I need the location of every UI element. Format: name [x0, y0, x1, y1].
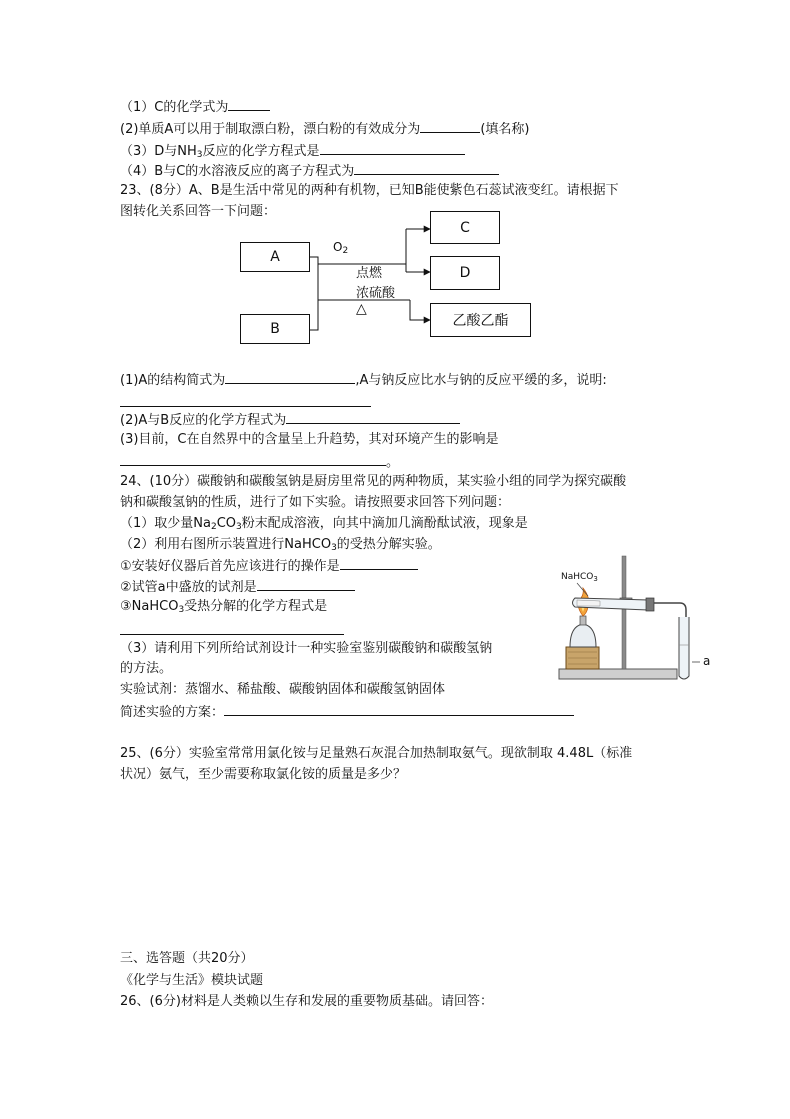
q24-step1: ①安装好仪器后首先应该进行的操作是 [120, 556, 418, 576]
q25-line1: 25、(6分）实验室常常用氯化铵与足量熟石灰混合加热制取氨气。现欲制取 4.48L（标准 [120, 746, 633, 761]
label-o2: $O_2$ [333, 240, 349, 256]
q23-part1: (1)A的结构简式为 ,A与钠反应比水与钠的反应平缓的多，说明: [120, 370, 607, 390]
q24-part1: （1）取少量$Na_2CO_3$粉末配成溶液，向其中滴加几滴酚酞试液，现象是 [120, 516, 528, 532]
q24-plan: 简述实验的方案： [120, 702, 574, 722]
q24-step2: ②试管a中盛放的试剂是 [120, 577, 355, 597]
section3-title: 三、选答题（共20分） [120, 951, 254, 966]
q24-stem-line2: 钠和碳酸氢钠的性质，进行了如下实验。请按照要求回答下列问题： [120, 495, 511, 510]
q23-part3-answer: 。 [120, 452, 399, 472]
q24-step3: ③NaHCO$_3$受热分解的化学方程式是 [120, 599, 328, 615]
box-ethyl-acetate: 乙酸乙酯 [430, 303, 531, 337]
box-a: A [240, 242, 310, 272]
label-ignite: 点燃 [356, 266, 383, 281]
q22-part2: (2)单质A可以用于制取漂白粉，漂白粉的有效成分为 (填名称) [120, 119, 529, 139]
q24-reagents: 实验试剂：蒸馏水、稀盐酸、碳酸钠固体和碳酸氢钠固体 [120, 682, 446, 697]
label-heat: △ [356, 301, 367, 317]
box-b: B [240, 314, 310, 344]
q25-line2: 状况）氨气，至少需要称取氯化铵的质量是多少？ [120, 767, 407, 782]
q24-part3-line1: （3）请利用下列所给试剂设计一种实验室鉴别碳酸钠和碳酸氢钠 [120, 641, 493, 656]
q26-stem: 26、(6分)材料是人类赖以生存和发展的重要物质基础。请回答： [120, 994, 493, 1009]
box-d: D [430, 256, 500, 290]
section3-module-title: 《化学与生活》模块试题 [120, 973, 264, 988]
q24-stem-line1: 24、(10分）碳酸钠和碳酸氢钠是厨房里常见的两种物质，某实验小组的同学为探究碳酸 [120, 474, 627, 489]
q22-part1: （1）C的化学式为 [120, 97, 270, 117]
figure-label-nahco3: NaHCO$_3$ [561, 572, 598, 583]
box-c: C [430, 211, 500, 244]
q23-stem-line1: 23、(8分）A、B是生活中常见的两种有机物，已知B能使紫色石蕊试液变红。请根据下 [120, 183, 619, 198]
figure-label-a: a [703, 654, 711, 668]
q24-part3-line2: 的方法。 [120, 661, 173, 676]
q23-stem-line2: 图转化关系回答一下问题： [120, 204, 277, 219]
q22-part4: （4）B与C的水溶液反应的离子方程式为 [120, 161, 499, 181]
q24-part2: （2）利用右图所示装置进行NaHCO$_3$的受热分解实验。 [120, 537, 441, 553]
label-conc-sulfuric: 浓硫酸 [356, 286, 396, 301]
q23-part3: (3)目前，C在自然界中的含量呈上升趋势，其对环境产生的影响是 [120, 432, 499, 447]
q22-part3: （3）D与$NH_3$反应的化学方程式是 [120, 141, 465, 161]
q23-part2: (2)A与B反应的化学方程式为 [120, 410, 460, 430]
